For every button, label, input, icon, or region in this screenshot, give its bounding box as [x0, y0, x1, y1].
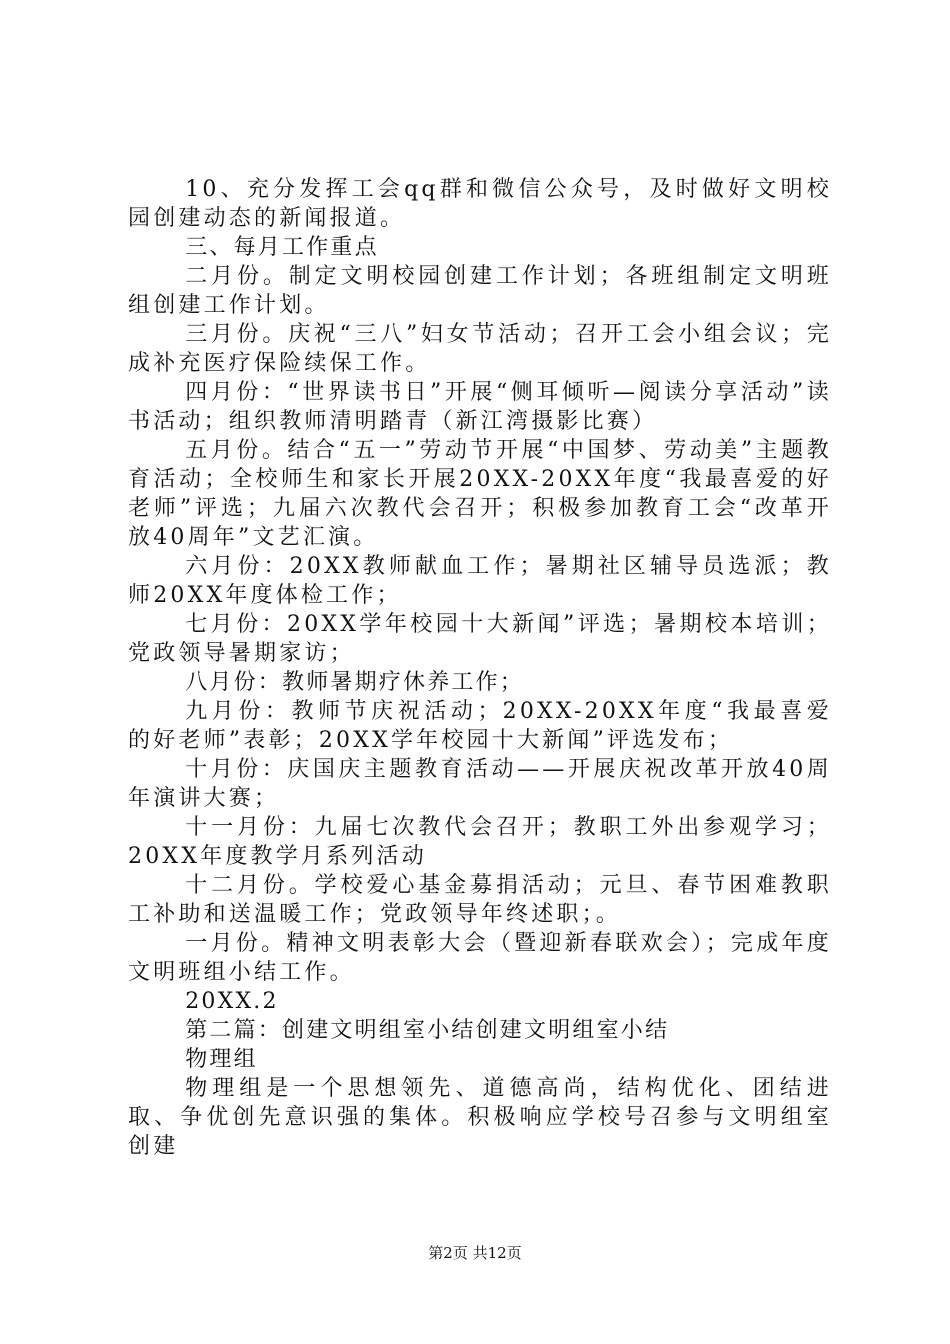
section-heading: 三、每月工作重点 [185, 235, 379, 260]
paragraph-1: 10、充分发挥工会qq群和微信公众号，及时做好文明校园创建动态的新闻报道。 [128, 177, 832, 231]
paragraph-october: 十月份：庆国庆主题教育活动——开展庆祝改革开放40周年演讲大赛； [128, 757, 832, 811]
page-number-footer: 第2页 共12页 [428, 1244, 522, 1262]
paragraph-april: 四月份：“世界读书日”开展“侧耳倾听—阅读分享活动”读书活动；组织教师清明踏青（新江湾摄影比赛） [128, 380, 832, 434]
paragraph-january: 一月份。精神文明表彰大会（暨迎新春联欢会）；完成年度文明班组小结工作。 [128, 931, 832, 985]
document-body [128, 175, 832, 1161]
paragraph-december: 十二月份。学校爱心基金募捐活动；元旦、春节困难教职工补助和送温暖工作；党政领导年终述职；。 [128, 873, 832, 927]
paragraph-february: 二月份。制定文明校园创建工作计划；各班组制定文明班组创建工作计划。 [128, 264, 832, 318]
paragraph-august: 八月份：教师暑期疗休养工作； [185, 670, 524, 695]
paragraph-november: 十一月份：九届七次教代会召开；教职工外出参观学习；20XX年度教学月系列活动 [128, 815, 832, 869]
chapter-heading: 第二篇：创建文明组室小结创建文明组室小结 [185, 1018, 670, 1043]
paragraph-july: 七月份：20XX学年校园十大新闻”评选；暑期校本培训；党政领导暑期家访； [128, 612, 832, 666]
paragraph-september: 九月份：教师节庆祝活动；20XX-20XX年度“我最喜爱的好老师”表彰；20XX学年校园十大新闻”评选发布； [128, 699, 832, 753]
paragraph-june: 六月份：20XX教师献血工作；暑期社区辅导员选派；教师20XX年度体检工作； [128, 554, 832, 608]
paragraph-march: 三月份。庆祝“三八”妇女节活动；召开工会小组会议；完成补充医疗保险续保工作。 [128, 322, 832, 376]
date-line: 20XX.2 [185, 989, 279, 1014]
paragraph-may: 五月份。结合“五一”劳动节开展“中国梦、劳动美”主题教育活动；全校师生和家长开展20XX-20XX年度“我最喜爱的好老师”评选；九届六次教代会召开；积极参加教育工会“改革开放40周年”文艺汇演。 [128, 438, 832, 550]
paragraph-physics-group: 物理组是一个思想领先、道德高尚，结构优化、团结进取、争优创先意识强的集体。积极响应学校号召参与文明组室创建 [128, 1076, 832, 1159]
group-name: 物理组 [185, 1047, 258, 1072]
